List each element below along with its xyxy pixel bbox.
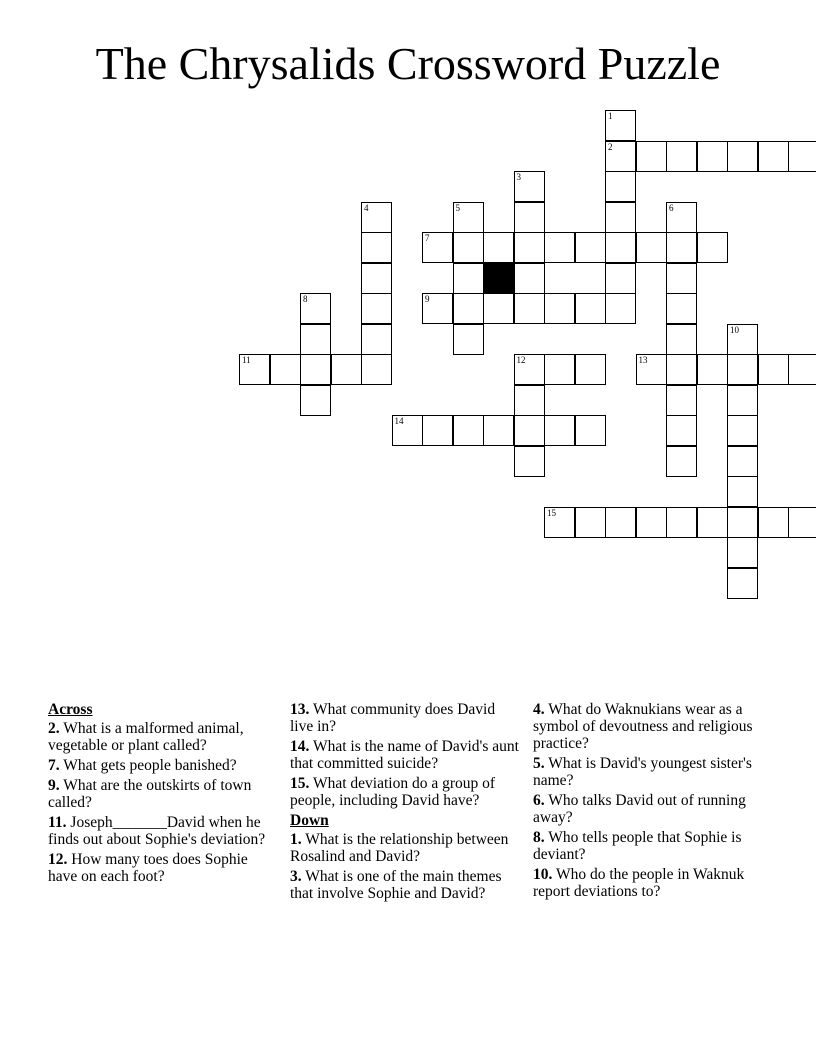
grid-cell[interactable]	[422, 293, 453, 324]
grid-cell[interactable]	[453, 202, 484, 233]
clue-item	[48, 851, 280, 885]
clue-number: 5.	[533, 755, 545, 772]
clue-text: What community does David live in?	[290, 701, 496, 735]
grid-cell[interactable]	[666, 446, 697, 477]
grid-cell[interactable]	[544, 507, 575, 538]
clue-item	[48, 814, 280, 848]
clue-number: 7.	[48, 757, 60, 774]
grid-cell[interactable]	[666, 354, 697, 385]
grid-cell[interactable]	[727, 324, 758, 355]
clue-item	[533, 701, 763, 752]
clues-column-3	[533, 701, 763, 903]
grid-cell[interactable]	[514, 263, 545, 294]
cell-number: 4	[364, 202, 369, 213]
grid-cell[interactable]	[666, 293, 697, 324]
clue-number: 11.	[48, 814, 67, 831]
grid-cell[interactable]	[605, 141, 636, 172]
grid-cell[interactable]	[788, 141, 816, 172]
grid-cell[interactable]	[575, 507, 606, 538]
grid-cell[interactable]	[514, 232, 545, 263]
grid-cell[interactable]	[727, 354, 758, 385]
clue-number: 4.	[533, 701, 545, 718]
clue-item	[533, 829, 763, 863]
grid-cell[interactable]	[666, 232, 697, 263]
grid-cell[interactable]	[666, 415, 697, 446]
grid-cell[interactable]	[697, 507, 728, 538]
grid-cell[interactable]	[514, 202, 545, 233]
grid-cell[interactable]	[544, 232, 575, 263]
cell-number: 10	[730, 324, 739, 335]
grid-cell[interactable]	[300, 293, 331, 324]
grid-cell[interactable]	[666, 324, 697, 355]
clues-column-1	[48, 701, 280, 888]
grid-cell[interactable]	[483, 293, 514, 324]
grid-cell[interactable]	[361, 293, 392, 324]
clue-text: What do Waknukians wear as a symbol of devoutness and religious practice?	[533, 701, 753, 752]
cell-number: 11	[242, 355, 251, 365]
cell-number: 3	[516, 172, 521, 182]
grid-cell[interactable]	[514, 171, 545, 202]
grid-cell[interactable]	[697, 141, 728, 172]
clue-text: What is the relationship between Rosalind and David?	[290, 831, 509, 865]
cell-number: 5	[455, 202, 460, 213]
grid-cell[interactable]	[514, 354, 545, 385]
clue-text: What is the name of David's aunt that committed suicide?	[290, 738, 519, 772]
grid-cell[interactable]	[453, 263, 484, 294]
grid-cell[interactable]	[636, 507, 667, 538]
cell-number: 8	[303, 294, 308, 304]
grid-cell[interactable]	[727, 415, 758, 446]
clue-item	[290, 868, 522, 902]
grid-cell[interactable]	[788, 507, 816, 538]
clues-column-2	[290, 701, 522, 905]
clue-item	[290, 775, 522, 809]
grid-cell[interactable]	[697, 354, 728, 385]
clue-item	[48, 720, 280, 754]
cell-number: 6	[669, 202, 674, 213]
grid-cell[interactable]	[727, 568, 758, 599]
clue-text: Who talks David out of running away?	[533, 792, 746, 826]
clue-text: What is a malformed animal, vegetable or plant called?	[48, 720, 244, 754]
grid-cell[interactable]	[727, 385, 758, 416]
grid-cell[interactable]	[727, 141, 758, 172]
grid-cell[interactable]	[331, 354, 362, 385]
grid-cell[interactable]	[788, 354, 816, 385]
grid-cell[interactable]	[636, 141, 667, 172]
grid-cell[interactable]	[270, 354, 301, 385]
grid-cell[interactable]	[727, 446, 758, 477]
grid-cell[interactable]	[605, 202, 636, 233]
grid-cell[interactable]	[483, 415, 514, 446]
clue-item	[290, 701, 522, 735]
grid-cell[interactable]	[361, 202, 392, 233]
clue-item	[533, 866, 763, 900]
clue-item	[290, 831, 522, 865]
grid-cell[interactable]	[361, 263, 392, 294]
clue-number: 8.	[533, 829, 545, 846]
grid-cell[interactable]	[605, 232, 636, 263]
grid-cell[interactable]	[636, 232, 667, 263]
cell-number: 1	[608, 111, 613, 121]
clue-number: 15.	[290, 775, 310, 792]
clue-number: 10.	[533, 866, 553, 883]
grid-cell[interactable]	[544, 293, 575, 324]
clue-text: Who tells people that Sophie is deviant?	[533, 829, 742, 863]
clue-item	[533, 755, 763, 789]
grid-cell[interactable]	[666, 202, 697, 233]
down-heading: Down	[290, 812, 329, 829]
grid-cell[interactable]	[544, 415, 575, 446]
clue-item	[290, 738, 522, 772]
grid-cell[interactable]	[514, 446, 545, 477]
cell-number: 7	[425, 233, 430, 243]
clue-text: What are the outskirts of town called?	[48, 777, 252, 811]
grid-cell[interactable]	[453, 415, 484, 446]
grid-cell[interactable]	[300, 354, 331, 385]
clue-item	[533, 792, 763, 826]
cell-number: 15	[547, 507, 556, 518]
black-square	[483, 263, 514, 294]
cell-number: 12	[516, 355, 526, 365]
grid-cell[interactable]	[666, 141, 697, 172]
page-title: The Chrysalids Crossword Puzzle	[95, 38, 721, 89]
grid-cell[interactable]	[727, 476, 758, 507]
grid-cell[interactable]	[605, 293, 636, 324]
clue-item	[48, 757, 280, 774]
clue-number: 14.	[290, 738, 310, 755]
grid-cell[interactable]	[453, 324, 484, 355]
grid-cell[interactable]	[697, 232, 728, 263]
clue-number: 13.	[290, 701, 310, 718]
grid-cell[interactable]	[727, 537, 758, 568]
clue-item	[48, 777, 280, 811]
clue-text: Joseph_______David when he finds out about Sophie's deviation?	[48, 814, 266, 848]
clue-text: How many toes does Sophie have on each foot?	[48, 851, 248, 885]
clue-text: Who do the people in Waknuk report deviations to?	[533, 866, 745, 900]
grid-cell[interactable]	[666, 263, 697, 294]
cell-number: 13	[638, 355, 648, 365]
grid-cell[interactable]	[727, 507, 758, 538]
grid-cell[interactable]	[392, 415, 423, 446]
clue-text: What gets people banished?	[63, 757, 237, 774]
grid-cell[interactable]	[514, 415, 545, 446]
grid-cell[interactable]	[361, 324, 392, 355]
grid-cell[interactable]	[636, 354, 667, 385]
grid-cell[interactable]	[453, 232, 484, 263]
grid-cell[interactable]	[605, 263, 636, 294]
grid-cell[interactable]	[575, 354, 606, 385]
grid-cell[interactable]	[239, 354, 270, 385]
clue-text: What deviation do a group of people, including David have?	[290, 775, 496, 809]
grid-cell[interactable]	[361, 232, 392, 263]
grid-cell[interactable]	[758, 141, 789, 172]
grid-cell[interactable]	[605, 110, 636, 141]
grid-cell[interactable]	[483, 232, 514, 263]
grid-cell[interactable]	[758, 354, 789, 385]
across-heading: Across	[48, 701, 93, 718]
clue-text: What is one of the main themes that involve Sophie and David?	[290, 868, 502, 902]
grid-cell[interactable]	[422, 232, 453, 263]
grid-cell[interactable]	[605, 171, 636, 202]
grid-cell[interactable]	[300, 385, 331, 416]
grid-cell[interactable]	[422, 415, 453, 446]
grid-cell[interactable]	[300, 324, 331, 355]
grid-cell[interactable]	[361, 354, 392, 385]
cell-number: 2	[608, 141, 613, 152]
clue-number: 1.	[290, 831, 302, 848]
clue-number: 9.	[48, 777, 60, 794]
cell-number: 9	[425, 294, 430, 304]
clue-number: 2.	[48, 720, 60, 737]
grid-cell[interactable]	[575, 232, 606, 263]
grid-cell[interactable]	[575, 415, 606, 446]
grid-cell[interactable]	[758, 507, 789, 538]
grid-cell[interactable]	[514, 385, 545, 416]
grid-cell[interactable]	[544, 354, 575, 385]
grid-cell[interactable]	[666, 385, 697, 416]
clue-text: What is David's youngest sister's name?	[533, 755, 752, 789]
grid-cell[interactable]	[605, 507, 636, 538]
cell-number: 14	[394, 416, 404, 426]
grid-cell[interactable]	[575, 293, 606, 324]
clue-number: 12.	[48, 851, 68, 868]
clue-number: 6.	[533, 792, 545, 809]
grid-cell[interactable]	[514, 293, 545, 324]
clue-number: 3.	[290, 868, 302, 885]
grid-cell[interactable]	[453, 293, 484, 324]
grid-cell[interactable]	[666, 507, 697, 538]
